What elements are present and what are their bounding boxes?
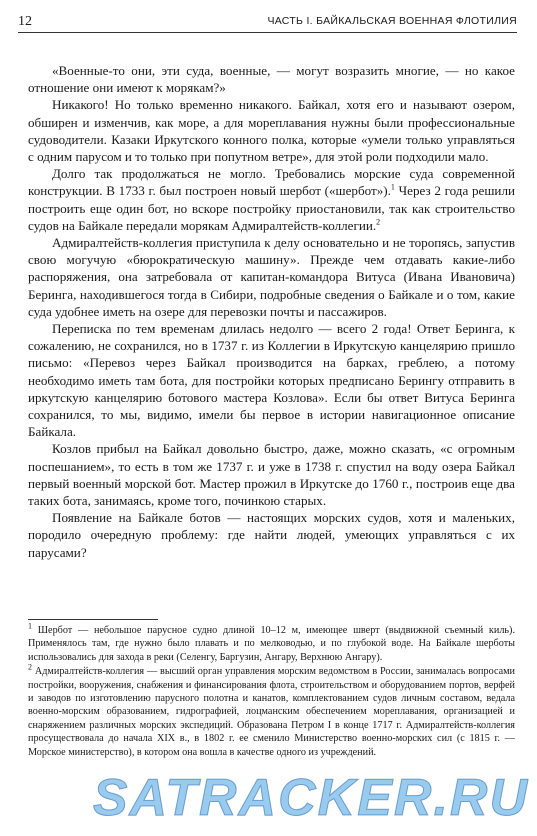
footnote (28, 621, 515, 664)
footnote-text: Шербот — небольшое парусное судно длиной 10–12 м, имеющее шверт (выдвижной съемный киль). Применялось там, где нужно было плавать и по мелководью, и по глубокой воде. На Байкале шерботы использовались для захода в реки (Селенгу, Баргузин, Ангару, Верхнюю Ангару). (28, 625, 515, 663)
footnote-ref: 1 (390, 183, 395, 193)
paragraph: Адмиралтейств-коллегия приступила к делу основательно и не торопясь, запустив свою могучую «бюрократическую машину». Прежде чем отдавать какие-либо распоряжения, она затребовала от капитан-командора Витуса (Ивана Ивановича) Беринга, находившегося тогда в Сибири, подробные сведения о Байкале и о том, какие суда удобнее иметь на озере для перевозки почты и пассажиров. (28, 235, 515, 319)
paragraph (28, 165, 515, 234)
paragraph: Появление на Байкале ботов — настоящих морских судов, хотя и маленьких, породило очередную проблему: где найти людей, умеющих управляться с их парусами? (28, 510, 515, 560)
footnote-number: 1 (28, 621, 32, 631)
paragraph: Никакого! Но только временно никакого. Байкал, хотя его и называют озером, обширен и изменчив, как море, а для мореплавания нужны были профессиональные судоводители. Казаки Иркутского конного полка, которые «умели только управляться с одним парусом и то только при попутном ветре», для этой роли подходили мало. (28, 97, 515, 165)
page-header (18, 14, 517, 32)
page-number: 12 (18, 14, 32, 29)
paragraph: Козлов прибыл на Байкал довольно быстро, даже, можно сказать, «с огромным поспешанием», то есть в том же 1737 г. и уже в 1738 г. спустил на воду озера Байкал первый военный морской бот. Мастер прожил в Иркутске до 1760 г., построив еще два таких бота, занимаясь, кроме того, починкою старых. (28, 441, 515, 509)
footnote-number: 2 (28, 662, 32, 672)
paragraph: Переписка по тем временам длилась недолго — всего 2 года! Ответ Беринга, к сожалению, не сохранился, но в 1737 г. из Коллегии в Иркутскую канцелярию пришло письмо: «Перевоз через Байкал производится на барках, греблею, а потому необходимо иметь там бота, для постройки которых предписано Берингу отправить в иркутскую канцелярию ботового мастера Козлова». Если бы ответ Витуса Беринга сохранился, то мы, видимо, имели бы первое в истории навигационное описание Байкала. (28, 321, 515, 440)
footnote (28, 662, 516, 759)
footnote-rule (28, 619, 158, 620)
footnotes (28, 621, 516, 760)
footnote-text: Адмиралтейств-коллегия — высший орган управления морским ведомством в России, занималась вопросами постройки, вооружения, снабжения и финансирования флота, строительством и оборудованием портов, верфей и заводов по изготовлению парусного полотна и канатов, комплектованием судов личным составом, ведала военно-морским образованием, гидрографией, лоцманским обеспечением мореплавания, организацией и снаряжением различных морских экспедиций. Образована Петром I в конце 1717 г. Адмиралтейств-коллегия просуществовала до начала XIX в., в 1802 г. ее сменило Министерство военно-морских сил (с 1815 г. — Морское министерство), в котором она вошла в качестве одного из учреждений. (28, 666, 516, 758)
paragraph-text: Долго так продолжаться не могло. Требовались морские суда современной конструкции. В 1733 г. был построен новый шербот («шербот»). (28, 166, 515, 199)
header-rule (18, 32, 517, 33)
watermark: SATRACKER.RU (92, 769, 529, 827)
paragraph-text-cont: Через 2 года решили построить еще один бот, но вскоре постройку приостановили, так как строительство судов на Байкале передали морякам Адмиралтейств-коллегии. (28, 183, 515, 233)
paragraph: «Военные-то они, эти суда, военные, — могут возразить многие, — но какое отношение они имеют к морякам?» (28, 63, 515, 96)
main-text (28, 62, 515, 561)
footnote-ref: 2 (376, 217, 381, 227)
running-head: ЧАСТЬ I. БАЙКАЛЬСКАЯ ВОЕННАЯ ФЛОТИЛИЯ (267, 15, 517, 27)
